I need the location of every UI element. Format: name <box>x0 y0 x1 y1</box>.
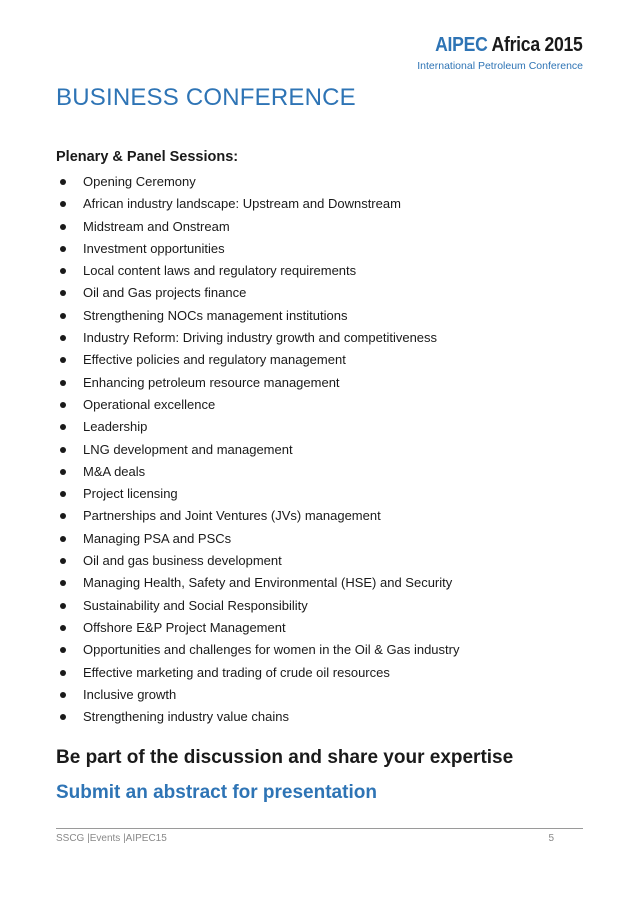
cta-heading: Be part of the discussion and share your expertise <box>56 747 514 768</box>
list-item <box>56 283 459 305</box>
list-item <box>56 529 459 551</box>
list-item <box>56 596 459 618</box>
bullet-icon <box>60 513 66 519</box>
list-item <box>56 640 459 662</box>
list-item-text: Offshore E&P Project Management <box>83 619 286 635</box>
list-item <box>56 573 459 595</box>
bullet-icon <box>60 469 66 475</box>
list-item <box>56 261 459 283</box>
bullet-icon <box>60 625 66 631</box>
list-item-text: Managing PSA and PSCs <box>83 530 232 546</box>
bullet-icon <box>60 714 66 720</box>
page-title: BUSINESS CONFERENCE <box>56 84 356 111</box>
bullet-icon <box>60 424 66 430</box>
list-item-text: Midstream and Onstream <box>83 218 230 234</box>
list-item-text: Inclusive growth <box>83 686 177 702</box>
list-item <box>56 172 459 194</box>
bullet-icon <box>60 290 66 296</box>
bullet-icon <box>60 603 66 609</box>
list-item-text: Leadership <box>83 419 148 435</box>
list-item-text: Strengthening NOCs management institutions <box>83 307 348 323</box>
footer-text: SSCG |Events |AIPEC15 <box>56 833 167 844</box>
list-item <box>56 462 459 484</box>
bullet-icon <box>60 224 66 230</box>
bullet-icon <box>60 536 66 542</box>
list-item-text: Project licensing <box>83 486 178 502</box>
list-item <box>56 484 459 506</box>
list-item <box>56 506 459 528</box>
list-item-text: Sustainability and Social Responsibility <box>83 597 308 613</box>
bullet-icon <box>60 558 66 564</box>
list-item <box>56 350 459 372</box>
bullet-icon <box>60 313 66 319</box>
document-header <box>415 33 583 72</box>
bullet-icon <box>60 179 66 185</box>
list-item-text: LNG development and management <box>83 441 293 457</box>
list-item <box>56 685 459 707</box>
list-item-text: Effective marketing and trading of crude oil resources <box>83 664 390 680</box>
cta-submit-abstract: Submit an abstract for presentation <box>56 782 377 803</box>
page-number: 5 <box>548 833 554 844</box>
session-list <box>56 172 459 729</box>
list-item <box>56 194 459 216</box>
brand-name: AIPEC <box>435 34 488 56</box>
bullet-icon <box>60 402 66 408</box>
list-item <box>56 328 459 350</box>
list-item-text: Effective policies and regulatory management <box>83 352 346 368</box>
list-item <box>56 663 459 685</box>
bullet-icon <box>60 647 66 653</box>
list-item <box>56 306 459 328</box>
list-item <box>56 551 459 573</box>
list-item-text: Partnerships and Joint Ventures (JVs) management <box>83 508 381 524</box>
list-item-text: Oil and gas business development <box>83 553 282 569</box>
bullet-icon <box>60 246 66 252</box>
list-item-text: Operational excellence <box>83 396 216 412</box>
brand-event: Africa 2015 <box>491 34 583 56</box>
list-item <box>56 618 459 640</box>
list-item-text: Opportunities and challenges for women in the Oil & Gas industry <box>83 642 460 658</box>
bullet-icon <box>60 580 66 586</box>
brand-subtitle: International Petroleum Conference <box>417 60 583 72</box>
list-item-text: Opening Ceremony <box>83 174 196 189</box>
list-item-text: Investment opportunities <box>83 240 225 256</box>
list-item <box>56 373 459 395</box>
brand-logo-text <box>436 33 583 57</box>
list-item-text: M&A deals <box>83 463 146 479</box>
bullet-icon <box>60 268 66 274</box>
list-item-text: African industry landscape: Upstream and Downstream <box>83 196 401 212</box>
list-item-text: Managing Health, Safety and Environmental (HSE) and Security <box>83 575 453 591</box>
list-item-text: Oil and Gas projects finance <box>83 285 247 301</box>
bullet-icon <box>60 491 66 497</box>
bullet-icon <box>60 692 66 698</box>
section-heading: Plenary & Panel Sessions: <box>56 149 239 165</box>
list-item <box>56 440 459 462</box>
list-item <box>56 395 459 417</box>
list-item-text: Local content laws and regulatory requirements <box>83 263 357 279</box>
list-item <box>56 217 459 239</box>
list-item <box>56 239 459 261</box>
bullet-icon <box>60 201 66 207</box>
bullet-icon <box>60 670 66 676</box>
bullet-icon <box>60 335 66 341</box>
list-item-text: Enhancing petroleum resource management <box>83 374 340 390</box>
bullet-icon <box>60 357 66 363</box>
footer-divider <box>56 828 583 829</box>
list-item <box>56 417 459 439</box>
bullet-icon <box>60 447 66 453</box>
bullet-icon <box>60 380 66 386</box>
list-item <box>56 707 459 729</box>
list-item-text: Industry Reform: Driving industry growth and competitiveness <box>83 330 438 346</box>
list-item-text: Strengthening industry value chains <box>83 709 289 725</box>
